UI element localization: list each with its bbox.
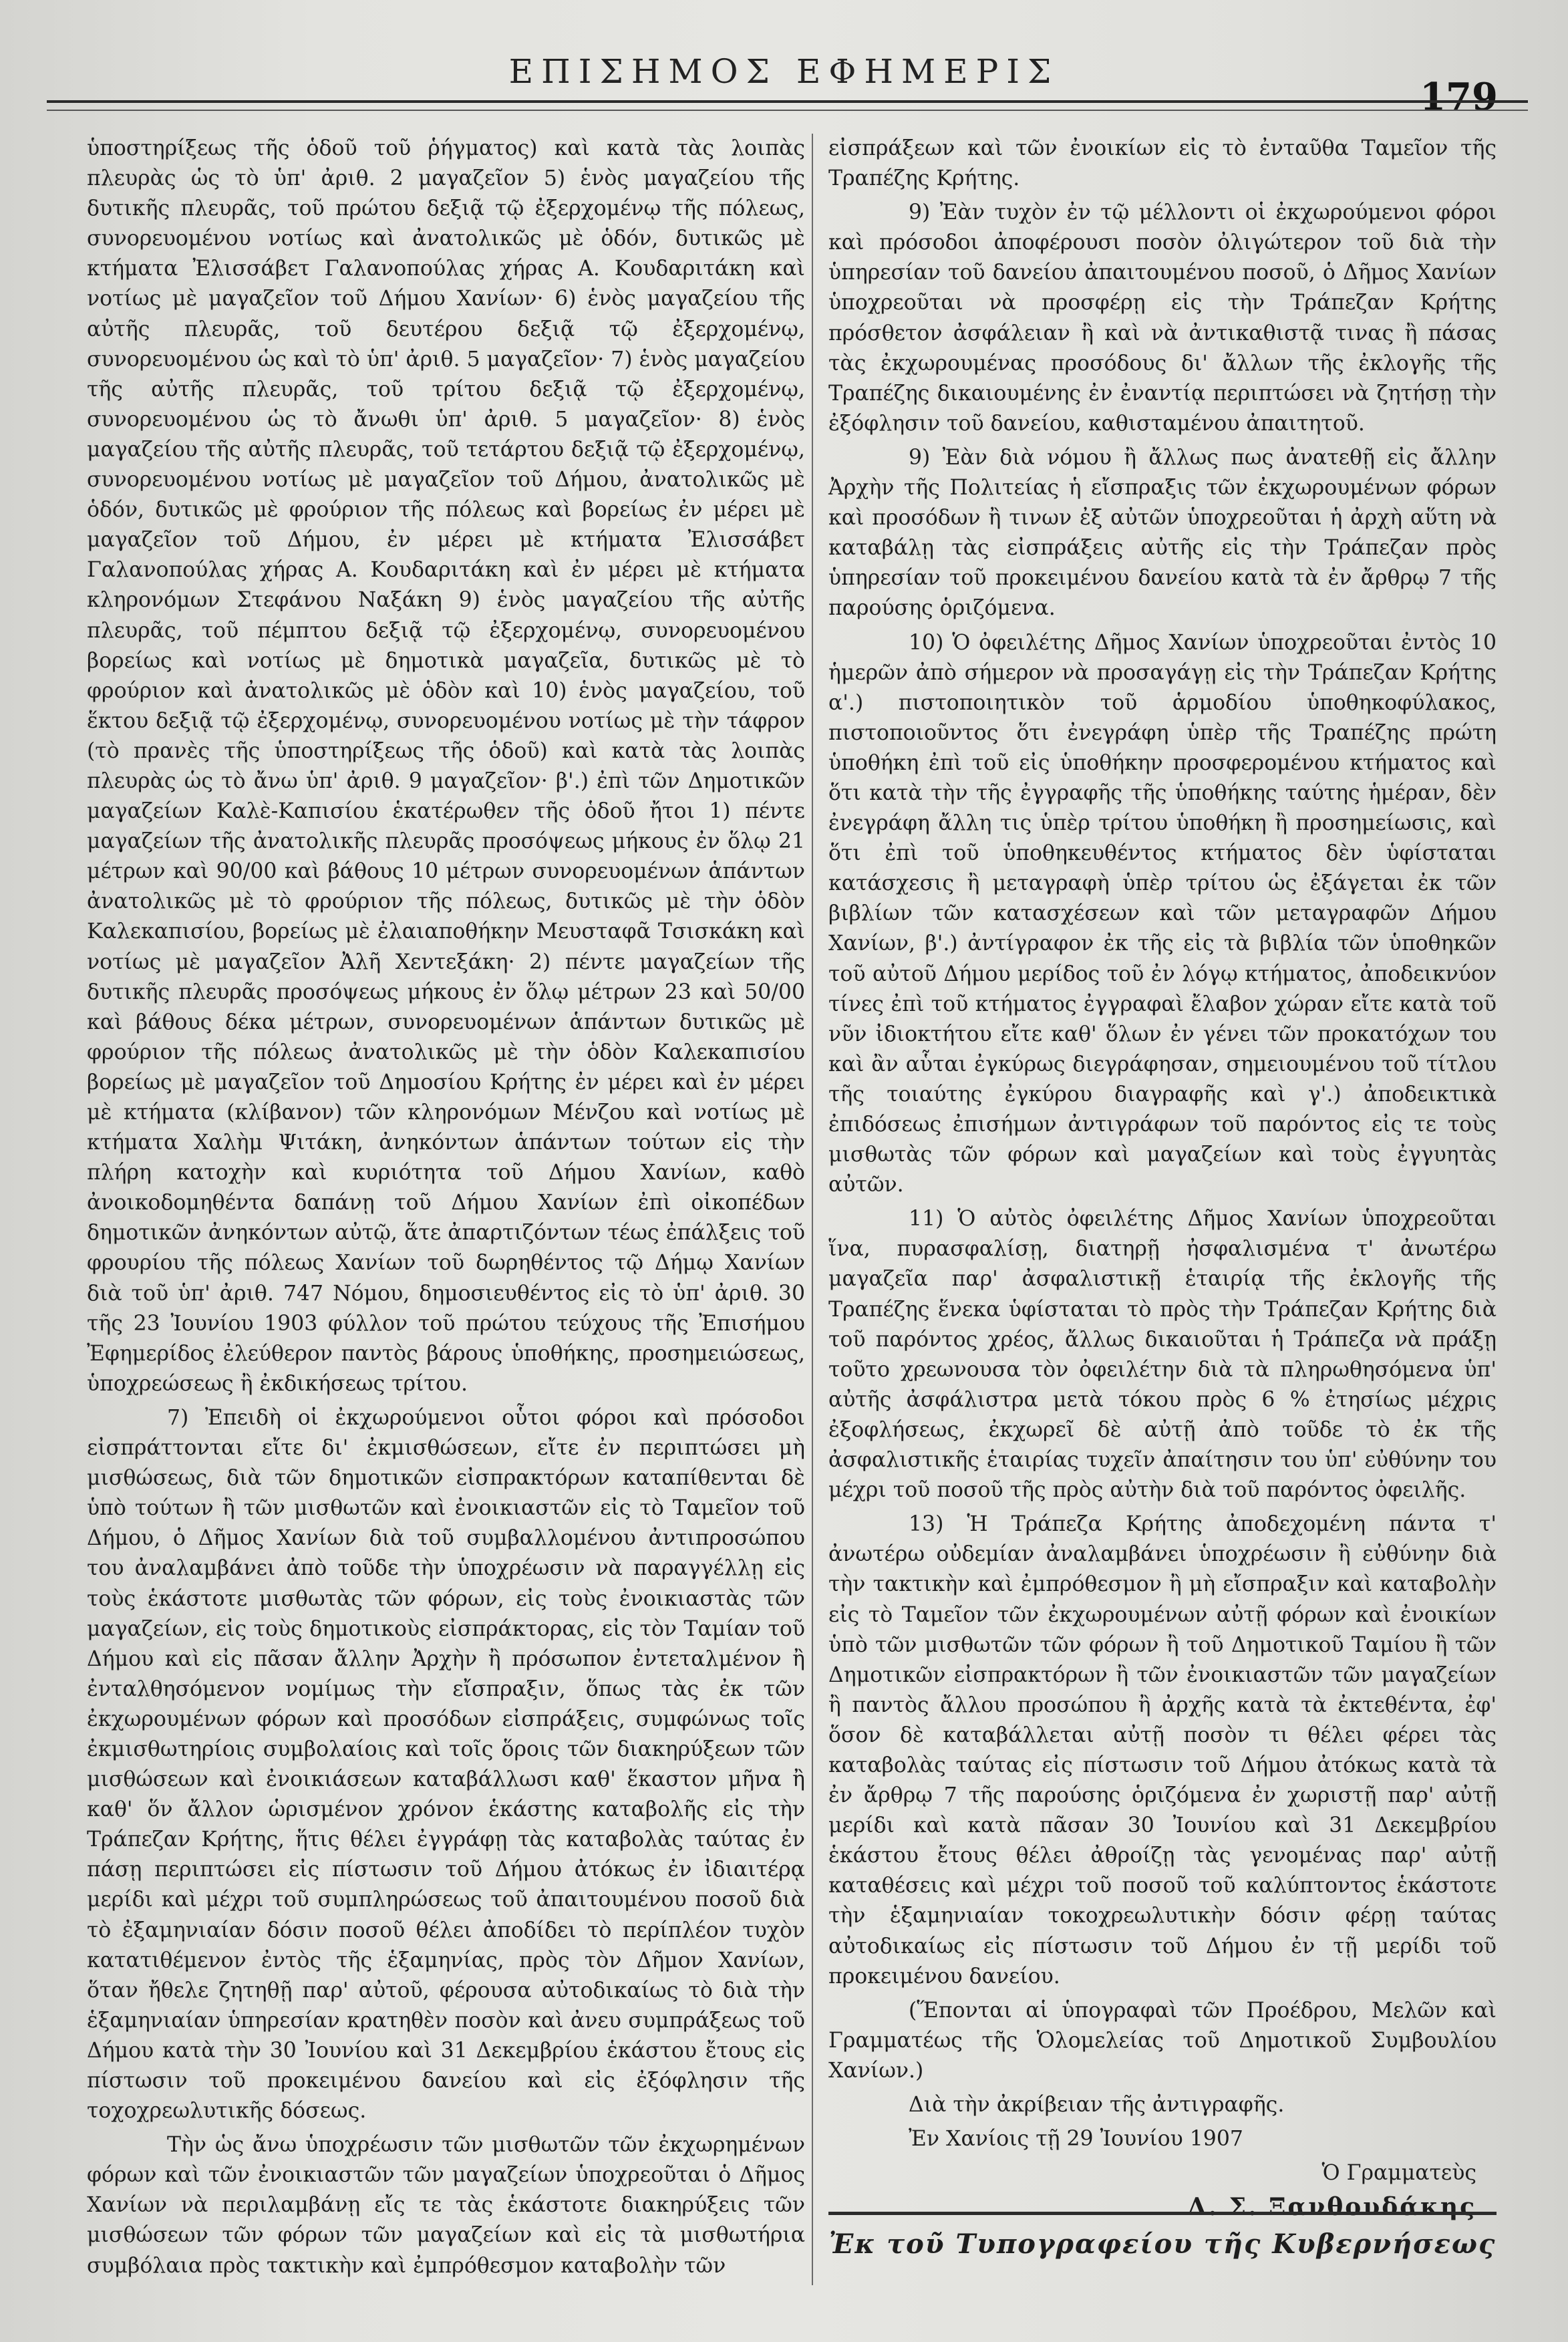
right-paragraph: 9) Ἐὰν διὰ νόμου ἢ ἄλλως πως ἀνατεθῇ εἰς ἄλλην Ἀρχὴν τῆς Πολιτείας ἡ εἴσπραξις τῶν ἐκχωρουμένων φόρων καὶ προσόδων ἢ τινων ἐξ αὐτῶν ὑποχρεοῦται ἡ ἀρχὴ αὕτη νὰ καταβάλῃ τὰς εἰσπράξεις αὐτῆς εἰς τὴν Τράπεζαν πρὸς ὑπηρεσίαν τοῦ προκειμένου δανείου κατὰ τὰ ἐν ἄρθρῳ 7 τῆς παρούσης ὁριζόμενα.: [828, 445, 1497, 621]
right-paragraph: εἰσπράξεων καὶ τῶν ἐνοικίων εἰς τὸ ἐνταῦθα Ταμεῖον τῆς Τραπέζης Κρήτης.: [828, 136, 1497, 191]
signature-role: Ὁ Γραμματεὺς: [1321, 2161, 1476, 2186]
printer-imprint: Ἐκ τοῦ Τυπογραφείου τῆς Κυβερνήσεως: [828, 2228, 1497, 2260]
signature-name: Δ. Σ. Ξανθουδάκης: [1187, 2193, 1476, 2222]
footer-rule: [828, 2212, 1497, 2219]
left-paragraph: ὑποστηρίξεως τῆς ὁδοῦ τοῦ ῥήγματος) καὶ κατὰ τὰς λοιπὰς πλευρὰς ὡς τὸ ὑπ' ἀριθ. 2 μαγαζεῖον 5) ἑνὸς μαγαζείου τῆς δυτικῆς πλευρᾶς, τοῦ πρώτου δεξιᾷ τῷ ἐξερχομένῳ τῆς πόλεως, συνορευομένου νοτίως καὶ ἀνατολικῶς μὲ ὁδόν, δυτικῶς μὲ κτήματα Ἐλισσάβετ Γαλανοπούλας χήρας Α. Κουδαριτάκη καὶ νοτίως μὲ μαγαζεῖον τοῦ Δήμου Χανίων· 6) ἑνὸς μαγαζείου τῆς αὐτῆς πλευρᾶς, τοῦ δευτέρου δεξιᾷ τῷ ἐξερχομένῳ, συνορευομένου ὡς καὶ τὸ ὑπ' ἀριθ. 5 μαγαζεῖον· 7) ἑνὸς μαγαζείου τῆς αὐτῆς πλευρᾶς, τοῦ τρίτου δεξιᾷ τῷ ἐξερχομένῳ, συνορευομένου ὡς τὸ ἄνωθι ὑπ' ἀριθ. 5 μαγαζεῖον· 8) ἑνὸς μαγαζείου τῆς αὐτῆς πλευρᾶς, τοῦ τετάρτου δεξιᾷ τῷ ἐξερχομένῳ, συνορευομένου νοτίως μὲ μαγαζεῖον τοῦ Δήμου, ἀνατολικῶς μὲ ὁδόν, δυτικῶς μὲ φρούριον τῆς πόλεως καὶ βορείως ἐν μέρει μὲ μαγαζεῖον τοῦ Δήμου, ἐν μέρει μὲ κτήματα Ἐλισσάβετ Γαλανοπούλας χήρας Α. Κουδαριτάκη καὶ ἐν μέρει μὲ κτήματα κληρονόμων Στεφάνου Ναξάκη 9) ἑνὸς μαγαζείου τῆς αὐτῆς πλευρᾶς, τοῦ πέμπτου δεξιᾷ τῷ ἐξερχομένῳ, συνορευομένου βορείως καὶ νοτίως μὲ δημοτικὰ μαγαζεῖα, δυτικῶς μὲ τὸ φρούριον καὶ ἀνατολικῶς μὲ ὁδὸν καὶ 10) ἑνὸς μαγαζείου, τοῦ ἕκτου δεξιᾷ τῷ ἐξερχομένῳ, συνορευομένου νοτίως μὲ τὴν τάφρον (τὸ πρανὲς τῆς ὑποστηρίξεως τῆς ὁδοῦ) καὶ κατὰ τὰς λοιπὰς πλευρὰς ὡς τὸ ἄνω ὑπ' ἀριθ. 9 μαγαζεῖον· β'.) ἐπὶ τῶν Δημοτικῶν μαγαζείων Καλὲ-Καπισίου ἑκατέρωθεν τῆς ὁδοῦ ἤτοι 1) πέντε μαγαζείων τῆς ἀνατολικῆς πλευρᾶς προσόψεως μήκους ἐν ὅλῳ 21 μέτρων καὶ 90/00 καὶ βάθους 10 μέτρων συνορευομένων ἁπάντων ἀνατολικῶς μὲ τὸ φρούριον τῆς πόλεως, δυτικῶς μὲ τὴν ὁδὸν Καλεκαπισίου, βορείως μὲ ἐλαιαποθήκην Μευσταφᾶ Τσισκάκη καὶ νοτίως μὲ μαγαζεῖον Ἀλῆ Χεντεξάκη· 2) πέντε μαγαζείων τῆς δυτικῆς πλευρᾶς προσόψεως μήκους ἐν ὅλῳ μέτρων 23 καὶ 50/00 καὶ βάθους δέκα μέτρων, συνορευομένων ἁπάντων δυτικῶς μὲ φρούριον τῆς πόλεως ἀνατολικῶς μὲ τὴν ὁδὸν Καλεκαπισίου βορείως μὲ μαγαζεῖον τοῦ Δημοσίου Κρήτης ἐν μέρει καὶ ἐν μέρει μὲ κτήματα (κλίβανον) τῶν κληρονόμων Μένζου καὶ νοτίως μὲ κτήματα Χαλὴμ Ψιτάκη, ἀνηκόντων ἁπάντων τούτων εἰς τὴν πλήρη κατοχὴν καὶ κυριότητα τοῦ Δήμου Χανίων, καθὸ ἀνοικοδομηθέντα δαπάνῃ τοῦ Δήμου Χανίων ἐπὶ οἰκοπέδων δημοτικῶν ἀνηκόντων αὐτῷ, ἅτε ἀπαρτιζόντων τέως ἐπάλξεις τοῦ φρουρίου τῆς πόλεως Χανίων τοῦ δωρηθέντος τῷ Δήμῳ Χανίων διὰ τοῦ ὑπ' ἀριθ. 747 Νόμου, δημοσιευθέντος εἰς τὸ ὑπ' ἀριθ. 30 τῆς 23 Ἰουνίου 1903 φύλλον τοῦ πρώτου τεύχους τῆς Ἐπισήμου Ἐφημερίδος ἐλεύθερον παντὸς βάρους ὑποθήκης, προσημειώσεως, ὑποχρεώσεως ἢ ἐκδικήσεως τρίτου.: [87, 136, 805, 1396]
newspaper-title: ΕΠΙΣΗΜΟΣ ΕΦΗΜΕΡΙΣ: [508, 52, 1060, 91]
column-divider: [812, 134, 813, 2285]
certification-line: Διὰ τὴν ἀκρίβειαν τῆς ἀντιγραφῆς.: [909, 2093, 1285, 2117]
page-header: [40, 47, 1528, 119]
left-paragraph: Τὴν ὡς ἄνω ὑποχρέωσιν τῶν μισθωτῶν τῶν ἐκχωρημένων φόρων καὶ τῶν ἐνοικιαστῶν τῶν μαγαζείων ὑποχρεοῦται ὁ Δῆμος Χανίων νὰ περιλαμβάνῃ εἴς τε τὰς ἑκάστοτε διακηρύξεις τῶν μισθώσεων τῶν φόρων τῶν μαγαζείων καὶ εἰς τὰ μισθωτήρια συμβόλαια πρὸς τακτικὴν καὶ ἐμπρόθεσμον καταβολὴν τῶν: [87, 2133, 805, 2278]
left-paragraph: 7) Ἐπειδὴ οἱ ἐκχωρούμενοι οὗτοι φόροι καὶ πρόσοδοι εἰσπράττονται εἴτε δι' ἐκμισθώσεων, εἴτε ἐν περιπτώσει μὴ μισθώσεως, διὰ τῶν δημοτικῶν εἰσπρακτόρων καταπίθενται δὲ ὑπὸ τούτων ἢ τῶν μισθωτῶν καὶ ἐνοικιαστῶν εἰς τὸ Ταμεῖον τοῦ Δήμου, ὁ Δῆμος Χανίων διὰ τοῦ συμβαλλομένου ἀντιπροσώπου του ἀναλαμβάνει ἀπὸ τοῦδε τὴν ὑποχρέωσιν νὰ παραγγέλλῃ εἰς τοὺς ἑκάστοτε μισθωτὰς τῶν φόρων, εἰς τοὺς ἐνοικιαστὰς τῶν μαγαζείων, εἰς τοὺς δημοτικοὺς εἰσπράκτορας, εἰς τὸν Ταμίαν τοῦ Δήμου καὶ εἰς πᾶσαν ἄλλην Ἀρχὴν ἢ πρόσωπον ἐντεταλμένον ἢ ἐνταλθησόμενον νομίμως τὴν εἴσπραξιν, ὅπως τὰς ἐκ τῶν ἐκχωρουμένων φόρων καὶ προσόδων εἰσπράξεις, συμφώνως τοῖς ἐκμισθωτηρίοις συμβολαίοις καὶ τοῖς ὅροις τῶν διακηρύξεων τῶν μισθώσεων καὶ ἐνοικιάσεων καταβάλλωσι καθ' ἕκαστον μῆνα ἢ καθ' ὅν ἄλλον ὡρισμένον χρόνον ἑκάστης καταβολῆς εἰς τὴν Τράπεζαν Κρήτης, ἥτις θέλει ἐγγράφῃ τὰς καταβολὰς ταύτας ἐν πάσῃ περιπτώσει εἰς πίστωσιν τοῦ Δήμου ἀτόκως ἐν ἰδιαιτέρᾳ μερίδι καὶ μέχρι τοῦ συμπληρώσεως τοῦ ἀπαιτουμένου ποσοῦ διὰ τὸ ἐξαμηνιαίαν δόσιν ποσοῦ θέλει ἀποδίδει τὸ περίπλέον τυχὸν κατατιθέμενον ἐντὸς τῆς ἑξαμηνίας, πρὸς τὸν Δῆμον Χανίων, ὅταν ἤθελε ζητηθῇ παρ' αὐτοῦ, φέρουσα αὐτοδικαίως τὸ διὰ τὴν ἑξαμηνιαίαν ὑπηρεσίαν κρατηθὲν ποσὸν καὶ ἀνευ συμπράξεως τοῦ Δήμου κατὰ τὴν 30 Ἰουνίου καὶ 31 Δεκεμβρίου ἑκάστου ἔτους εἰς πίστωσιν τοῦ προκειμένου δανείου καὶ εἰς ἐξόφλησιν τῆς τοχοχρεωλυτικῆς δόσεως.: [87, 1405, 805, 2124]
left-column: [87, 134, 805, 2281]
right-column: [828, 134, 1497, 2222]
header-rule: [47, 100, 1528, 111]
right-paragraph: 9) Ἐὰν τυχὸν ἐν τῷ μέλλοντι οἱ ἐκχωρούμενοι φόροι καὶ πρόσοδοι ἀποφέρουσι ποσὸν ὀλιγώτερον τοῦ διὰ τὴν ὑπηρεσίαν τοῦ δανείου ἀπαιτουμένου ποσοῦ, ὁ Δῆμος Χανίων ὑποχρεοῦται νὰ προσφέρῃ εἰς τὴν Τράπεζαν Κρήτης πρόσθετον ἀσφάλειαν ἢ καὶ νὰ ἀντικαθιστᾷ τινας ἢ πάσας τὰς ἐκχωρουμένας προσόδους δι' ἄλλων τῆς ἐκλογῆς τῆς Τραπέζης δικαιουμένης ἐν ἐναντίᾳ περιπτώσει νὰ ζητήσῃ τὴν ἐξόφλησιν τοῦ δανείου, καθισταμένου ἀπαιτητοῦ.: [828, 200, 1497, 436]
right-paragraph: 13) Ἡ Τράπεζα Κρήτης ἀποδεχομένη πάντα τ' ἀνωτέρω οὐδεμίαν ἀναλαμβάνει ὑποχρέωσιν ἢ εὐθύνην διὰ τὴν τακτικὴν καὶ ἐμπρόθεσμον ἢ μὴ εἴσπραξιν καὶ καταβολὴν εἰς τὸ Ταμεῖον τῶν ἐκχωρουμένων αὐτῇ φόρων καὶ ἐνοικίων ὑπὸ τῶν μισθωτῶν τῶν φόρων ἢ τοῦ Δημοτικοῦ Ταμίου ἢ τῶν Δημοτικῶν εἰσπρακτόρων ἢ τῶν ἐνοικιαστῶν τῶν μαγαζείων ἢ παντὸς ἄλλου προσώπου ἢ ἀρχῆς κατὰ τὰ ἐκτεθέντα, ἐφ' ὅσον δὲ καταβάλλεται αὐτῇ ποσὸν τι θέλει φέρει τὰς καταβολὰς ταύτας εἰς πίστωσιν τοῦ Δήμου ἀτόκως κατὰ τὰ ἐν ἄρθρῳ 7 τῆς παρούσης ὁριζόμενα ἐν χωριστῇ παρ' αὐτῇ μερίδι καὶ κατὰ πᾶσαν 30 Ἰουνίου καὶ 31 Δεκεμβρίου ἑκάστου ἔτους θέλει ἀθροίζῃ τὰς γενομένας παρ' αὐτῇ καταθέσεις καὶ μέχρι τοῦ ποσοῦ τοῦ καλύπτοντος ἑκάστοτε τὴν ἑξαμηνιαίαν τοκοχρεωλυτικὴν δόσιν φέρῃ ταύτας αὐτοδικαίως εἰς πίστωσιν τοῦ Δήμου ἐν τῇ μερίδι τοῦ προκειμένου δανείου.: [828, 1512, 1497, 1989]
signature-note: (Ἕπονται αἱ ὑπογραφαὶ τῶν Προέδρου, Μελῶν καὶ Γραμματέως τῆς Ὁλομελείας τοῦ Δημοτικοῦ Συμβουλίου Χανίων.): [828, 1998, 1497, 2083]
right-paragraph: 10) Ὁ ὀφειλέτης Δῆμος Χανίων ὑποχρεοῦται ἐντὸς 10 ἡμερῶν ἀπὸ σήμερον νὰ προσαγάγῃ εἰς τὴν Τράπεζαν Κρήτης α'.) πιστοποιητικὸν τοῦ ἁρμοδίου ὑποθηκοφύλακος, πιστοποιοῦντος ὅτι ἐνεγράφη ὑπὲρ τῆς Τραπέζης πρώτη ὑποθήκη ἐπὶ τοῦ εἰς ὑποθήκην προσφερομένου κτήματος καὶ ὅτι κατὰ τὴν τῆς ἐγγραφῆς τῆς ὑποθήκης ταύτης ἡμέραν, δὲν ἐνεγράφη ἄλλη τις ὑπὲρ τρίτου ὑποθήκη ἢ προσημείωσις, καὶ ὅτι ἐπὶ τοῦ ὑποθηκευθέντος κτήματος δὲν ὑφίσταται κατάσχεσις ἢ μεταγραφὴ ὑπὲρ τρίτου ὡς ἐξάγεται ἐκ τῶν βιβλίων τῶν κατασχέσεων καὶ τῶν μεταγραφῶν Δήμου Χανίων, β'.) ἀντίγραφον ἐκ τῆς εἰς τὰ βιβλία τῶν ὑποθηκῶν τοῦ αὐτοῦ Δήμου μερίδος τοῦ ἐν λόγῳ κτήματος, ἀποδεικνύον τίνες ἐπὶ τοῦ κτήματος ἐγγραφαὶ ἔλαβον χώραν εἴτε κατὰ τοῦ νῦν ἰδιοκτήτου εἴτε καθ' ὅλων ἐν γένει τῶν προκατόχων του καὶ ἂν αὗται ἐγκύρως διεγράφησαν, σημειουμένου τοῦ τίτλου τῆς τοιαύτης ἐγκύρου διαγραφῆς καὶ γ'.) ἀποδεικτικὰ ἐπιδόσεως ἐπισήμων ἀντιγράφων τοῦ παρόντος εἰς τε τοὺς μισθωτὰς τῶν φόρων καὶ μαγαζείων καὶ τοὺς ἐγγυητὰς αὐτῶν.: [828, 630, 1497, 1197]
date-line: Ἐν Χανίοις τῇ 29 Ἰουνίου 1907: [909, 2127, 1243, 2152]
page-number: 179: [1420, 75, 1498, 119]
right-paragraph: 11) Ὁ αὐτὸς ὀφειλέτης Δῆμος Χανίων ὑποχρεοῦται ἵνα, πυρασφαλίσῃ, διατηρῇ ἠσφαλισμένα τ' ἀνωτέρω μαγαζεῖα παρ' ἀσφαλιστικῇ ἑταιρίᾳ τῆς ἐκλογῆς τῆς Τραπέζης ἕνεκα ὑφίσταται τὸ πρὸς τὴν Τράπεζαν Κρήτης διὰ τοῦ παρόντος χρέος, ἄλλως δικαιοῦται ἡ Τράπεζα νὰ πράξῃ τοῦτο χρεωνουσα τὸν ὀφειλέτην διὰ τὰ πληρωθησόμενα ὑπ' αὐτῆς ἀσφάλιστρα μετὰ τόκου πρὸς 6 % ἐτησίως μέχρις ἐξοφλήσεως, ἐκχωρεῖ δὲ αὐτῇ ἀπὸ τοῦδε τὸ ἐκ τῆς ἀσφαλιστικῆς ἑταιρίας τυχεῖν ἀπαίτησιν του ὑπ' εὐθύνην του μέχρι τοῦ ποσοῦ τῆς πρὸς αὐτὴν διὰ τοῦ παρόντος ὀφειλῆς.: [828, 1207, 1497, 1503]
